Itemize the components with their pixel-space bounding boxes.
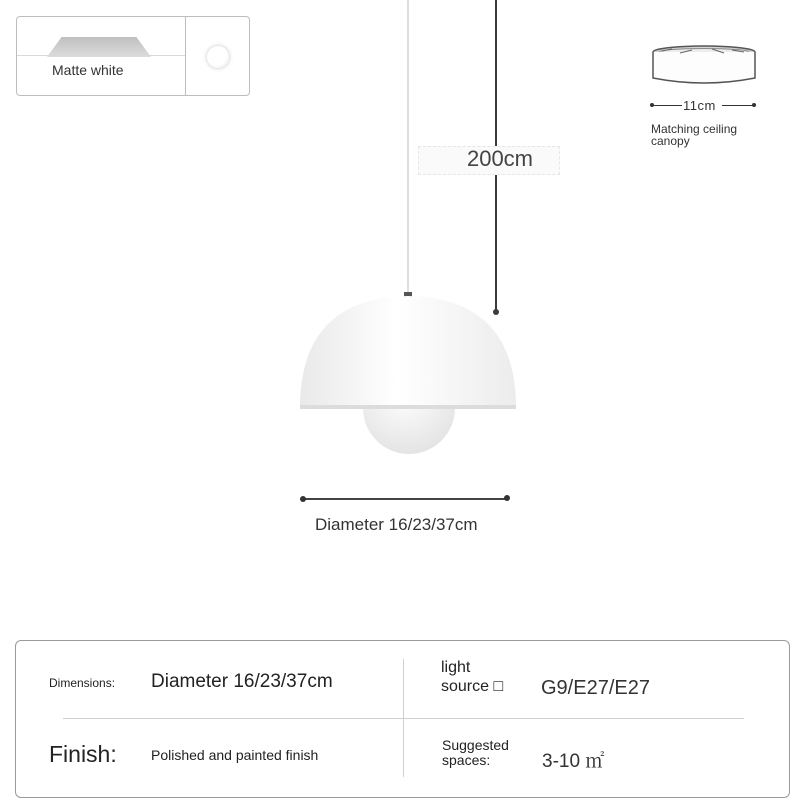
light-source-label bbox=[441, 658, 531, 696]
canopy-caption-line2: canopy bbox=[651, 134, 690, 148]
height-label: 200cm bbox=[466, 146, 534, 171]
light-source-label-line2: source □ bbox=[441, 678, 504, 695]
finish-label: Finish: bbox=[49, 741, 117, 767]
pendant-lamp-image bbox=[295, 285, 525, 455]
light-source-label-line1: light bbox=[441, 659, 471, 676]
dimension-line bbox=[652, 105, 682, 106]
canopy-width-dimension bbox=[650, 98, 756, 112]
suggested-spaces-label-line2: spaces: bbox=[442, 752, 491, 768]
swatch-divider-horizontal bbox=[17, 55, 185, 56]
dimensions-value: Diameter 16/23/37cm bbox=[151, 671, 333, 692]
suggested-spaces-value: 3-10 ㎡ bbox=[542, 751, 605, 772]
spec-table bbox=[15, 640, 790, 798]
diameter-label: Diameter 16/23/37cm bbox=[315, 515, 478, 534]
color-swatch-white[interactable] bbox=[207, 46, 229, 68]
canopy-caption bbox=[651, 123, 771, 147]
light-source-value: G9/E27/E27 bbox=[541, 677, 650, 699]
spec-divider-vertical bbox=[403, 659, 404, 777]
finish-swatch-panel bbox=[16, 16, 250, 96]
suggested-spaces-label bbox=[442, 738, 532, 768]
finish-swatch-label: Matte white bbox=[52, 62, 124, 78]
suggested-spaces-label-line1: Suggested bbox=[442, 737, 509, 753]
dimension-endpoint bbox=[752, 103, 756, 107]
canopy-width-label: 11cm bbox=[683, 98, 716, 113]
ceiling-canopy-icon bbox=[650, 44, 758, 86]
swatch-divider-vertical bbox=[185, 17, 186, 95]
dimensions-label: Dimensions: bbox=[49, 676, 116, 690]
diameter-dimension-line bbox=[302, 498, 508, 500]
diameter-endpoint-left bbox=[300, 496, 306, 502]
canopy-caption-line1: Matching ceiling bbox=[651, 122, 738, 136]
lamp-shade-thumbnail bbox=[47, 37, 151, 57]
dimension-line bbox=[722, 105, 754, 106]
pendant-cord bbox=[407, 0, 409, 295]
finish-value: Polished and painted finish bbox=[151, 747, 319, 763]
diameter-endpoint-right bbox=[504, 495, 510, 501]
